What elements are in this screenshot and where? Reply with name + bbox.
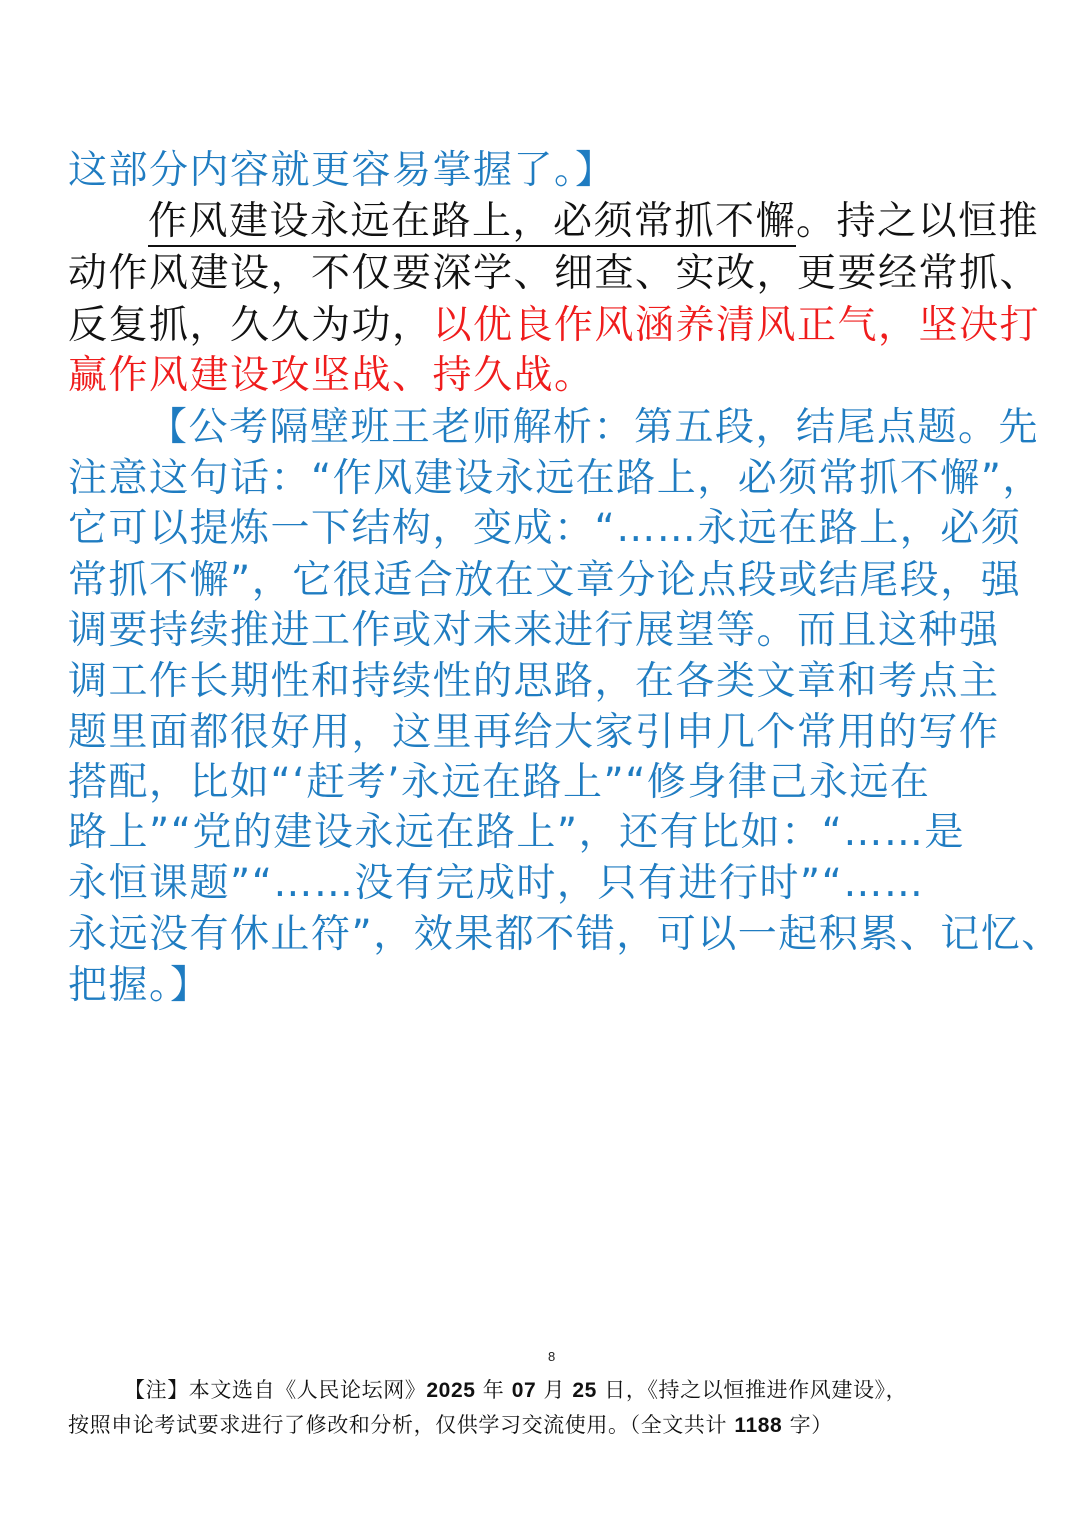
analysis-line-12: 把握。】	[68, 963, 211, 1008]
key-sentence-underlined: 作风建设永远在路上，必须常抓不懈	[148, 199, 796, 247]
analysis-line-3: 它可以提炼一下结构，变成：“……永远在路上，必须	[68, 506, 1022, 551]
source-note-year-unit: 年	[475, 1378, 512, 1402]
body-line-3	[68, 300, 1040, 352]
source-note-month-unit: 月	[536, 1378, 573, 1402]
analysis-line-7: 题里面都很好用，这里再给大家引申几个常用的写作	[68, 710, 1000, 755]
source-note-line-2	[68, 1410, 833, 1441]
page-number: 8	[548, 1349, 556, 1364]
analysis-line-8: 搭配，比如“‘赶考’永远在路上”“修身律己永远在	[68, 760, 931, 805]
body-line-4-red: 赢作风建设攻坚战、持久战。	[68, 353, 595, 398]
analysis-line-4: 常抓不懈”，它很适合放在文章分论点段或结尾段，强	[68, 558, 1022, 603]
source-note-usage: 按照申论考试要求进行了修改和分析，仅供学习交流使用。（全文共计	[68, 1413, 735, 1437]
source-note-word-unit: 字）	[782, 1413, 833, 1437]
analysis-line-2: 注意这句话：“作风建设永远在路上，必须常抓不懈”，	[68, 456, 1043, 501]
analysis-line-6: 调工作长期性和持续性的思路，在各类文章和考点主	[68, 659, 1000, 704]
analysis-line-1: 【公考隔壁班王老师解析：第五段，结尾点题。先	[148, 405, 1040, 450]
body-line-3-red: 以优良作风涵养清风正气，坚决打	[432, 303, 1041, 348]
source-note-word-count: 1188	[734, 1414, 783, 1437]
analysis-line-11: 永远没有休止符”，效果都不错，可以一起积累、记忆、	[68, 912, 1062, 957]
source-note-year: 2025	[426, 1379, 476, 1402]
analysis-line-9: 路上”“党的建设永远在路上”，还有比如：“……是	[68, 810, 965, 855]
source-note-day: 25	[572, 1379, 597, 1402]
analysis-tail-line: 这部分内容就更容易掌握了。】	[68, 148, 616, 193]
analysis-line-5: 调要持续推进工作或对未来进行展望等。而且这种强	[68, 608, 1000, 653]
body-line-3-black: 反复抓，久久为功，	[68, 303, 433, 348]
source-note-line-1	[124, 1375, 907, 1406]
body-line-2: 动作风建设，不仅要深学、细查、实改，更要经常抓、	[68, 251, 1041, 296]
analysis-line-10: 永恒课题”“……没有完成时，只有进行时”“……	[68, 861, 925, 906]
body-line-1-rest: 。持之以恒推	[796, 199, 1040, 244]
source-note-title: 日，《持之以恒推进作风建设》，	[596, 1378, 908, 1402]
source-note-prefix: 【注】本文选自《人民论坛网》	[124, 1378, 427, 1402]
source-note-month: 07	[511, 1379, 537, 1402]
body-line-1	[148, 196, 1039, 248]
